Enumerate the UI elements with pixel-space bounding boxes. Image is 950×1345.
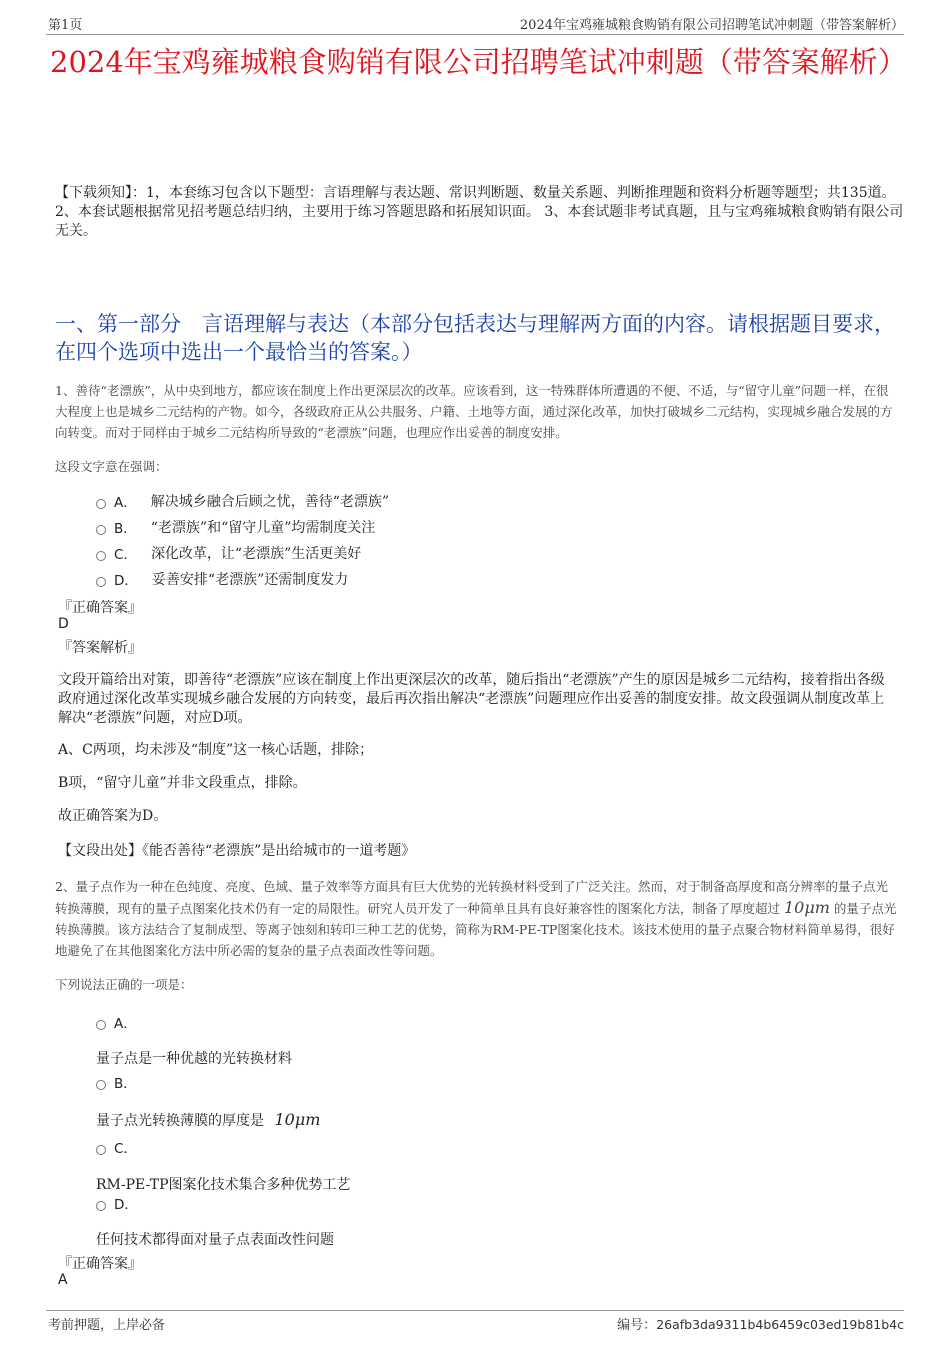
section-title: 一、第一部分 言语理解与表达（本部分包括表达与理解两方面的内容。请根据题目要求，在四个选项中选出一个最恰当的答案。） <box>55 312 895 364</box>
question-2-text-a: 2、量子点作为一种在色纯度、亮度、色域、量子效率等方面具有巨大优势的光转换材料受到了广泛关注。然而，对于制备高厚度和高分辨率的量子点光转换薄膜，现有的量子点图案化技术仍有一定的局限性。研究人员开发了一种简单且具有良好兼容性的图案化方法，制备了厚度超过 <box>55 879 888 916</box>
option-letter: C． <box>114 1141 137 1157</box>
page-title: 2024年宝鸡雍城粮食购销有限公司招聘笔试冲刺题（带答案解析） <box>50 45 907 79</box>
option-text: 妥善安排“老漂族”还需制度发力 <box>151 572 349 588</box>
q1-analysis-paragraph: 文段开篇给出对策，即善待“老漂族”应该在制度上作出更深层次的改革，随后指出“老漂族”产生的原因是城乡二元结构，接着指出各级政府通过深化改革实现城乡融合发展的方向转变，最后再次指出解决“老漂族”问题理应作出妥善的制度安排。故文段强调从制度改革上解决“老漂族”问题，对应D项。 <box>58 672 885 726</box>
download-notice: 【下载须知】：1，本套练习包含以下题型：言语理解与表达题、常识判断题、数量关系题、判断推理题和资料分析题等题型；共135道。 2、本套试题根据常见招考题总结归纳，主要用于练习答题思路和拓展知识面。 3、本套试题非考试真题，且与宝鸡雍城粮食购销有限公司无关。 <box>55 185 904 239</box>
q1-answer-label: 『正确答案』 <box>58 600 142 616</box>
q2-option-c-text: RM-PE-TP图案化技术集合多种优势工艺 <box>96 1177 351 1193</box>
radio-icon[interactable] <box>96 1201 106 1211</box>
question-2-text-b: 的量子点光转换薄膜。该方法结合了复制成型、等离子蚀刻和转印三种工艺的优势，简称为RM-PE-TP图案化技术。该技术使用的量子点聚合物材料简单易得，很好地避免了在其他图案化方法中所必需的复杂的量子点表面改性等问题。 <box>55 901 897 958</box>
option-text: 解决城乡融合后顾之忧，善待“老漂族” <box>150 494 390 510</box>
q1-option-b[interactable] <box>96 517 375 537</box>
q1-option-c[interactable] <box>96 543 361 563</box>
page-number: 第1页 <box>48 18 83 33</box>
q1-analysis-line: A、C两项，均未涉及“制度”这一核心话题，排除； <box>58 742 374 758</box>
q1-option-d[interactable] <box>96 569 348 589</box>
option-text: “老漂族”和“留守儿童”均需制度关注 <box>150 520 376 536</box>
header-doc-title: 2024年宝鸡雍城粮食购销有限公司招聘笔试冲刺题（带答案解析） <box>519 18 904 33</box>
radio-icon[interactable] <box>96 525 106 535</box>
q2-option-a[interactable] <box>96 1012 137 1032</box>
q2-option-c[interactable] <box>96 1137 137 1157</box>
q1-option-a[interactable] <box>96 491 389 511</box>
footer-code <box>617 1314 904 1333</box>
option-letter: D． <box>114 1197 138 1213</box>
option-letter: A． <box>114 495 137 511</box>
option-text: 量子点光转换薄膜的厚度是 <box>96 1113 264 1129</box>
q1-analysis-label: 『答案解析』 <box>58 640 142 656</box>
footer-slogan: 考前押题，上岸必备 <box>48 1318 166 1333</box>
footer-code-value: 26afb3da9311b4b6459c03ed19b81b4c <box>656 1317 904 1332</box>
radio-icon[interactable] <box>96 499 106 509</box>
header-divider <box>46 34 904 35</box>
question-2-text <box>55 876 900 961</box>
q1-analysis-line: 故正确答案为D。 <box>58 808 168 824</box>
option-text: 深化改革，让“老漂族”生活更美好 <box>150 546 362 562</box>
footer-code-label: 编号： <box>617 1318 657 1333</box>
q1-analysis-line: B项，“留守儿童”并非文段重点，排除。 <box>58 775 307 791</box>
q2-option-d[interactable] <box>96 1193 138 1213</box>
question-1-text: 1、善待“老漂族”，从中央到地方，都应该在制度上作出更深层次的改革。应该看到，这一特殊群体所遭遇的不便、不适，与“留守儿童”问题一样，在很大程度上也是城乡二元结构的产物。如今，各级政府正从公共服务、户籍、土地等方面，通过深化改革，加快打破城乡二元结构，实现城乡融合发展的方向转变。而对于同样由于城乡二元结构所导致的“老漂族”问题，也理应作出妥善的制度安排。 <box>55 383 893 440</box>
thickness-math: 10μm <box>274 1110 321 1129</box>
q1-source: 【文段出处】《能否善待“老漂族”是出给城市的一道考题》 <box>58 843 416 859</box>
radio-icon[interactable] <box>96 551 106 561</box>
radio-icon[interactable] <box>96 1145 106 1155</box>
question-1-stem: 这段文字意在强调： <box>55 459 168 474</box>
option-letter: B． <box>114 1076 137 1092</box>
radio-icon[interactable] <box>96 577 106 587</box>
option-letter: C． <box>114 547 137 563</box>
q2-answer-label: 『正确答案』 <box>58 1256 142 1272</box>
radio-icon[interactable] <box>96 1020 106 1030</box>
q2-option-b[interactable] <box>96 1072 137 1092</box>
q2-option-b-text <box>96 1110 320 1130</box>
q2-answer-value: A <box>58 1272 68 1288</box>
question-2-stem: 下列说法正确的一项是： <box>55 977 193 992</box>
option-letter: D． <box>114 573 138 589</box>
option-letter: B． <box>114 521 137 537</box>
thickness-math: 10μm <box>784 898 830 917</box>
q2-option-d-text: 任何技术都得面对量子点表面改性问题 <box>96 1232 334 1248</box>
q1-answer-value: D <box>58 616 69 632</box>
option-letter: A． <box>114 1016 137 1032</box>
radio-icon[interactable] <box>96 1080 106 1090</box>
footer-divider <box>46 1310 904 1311</box>
q2-option-a-text: 量子点是一种优越的光转换材料 <box>96 1051 292 1067</box>
